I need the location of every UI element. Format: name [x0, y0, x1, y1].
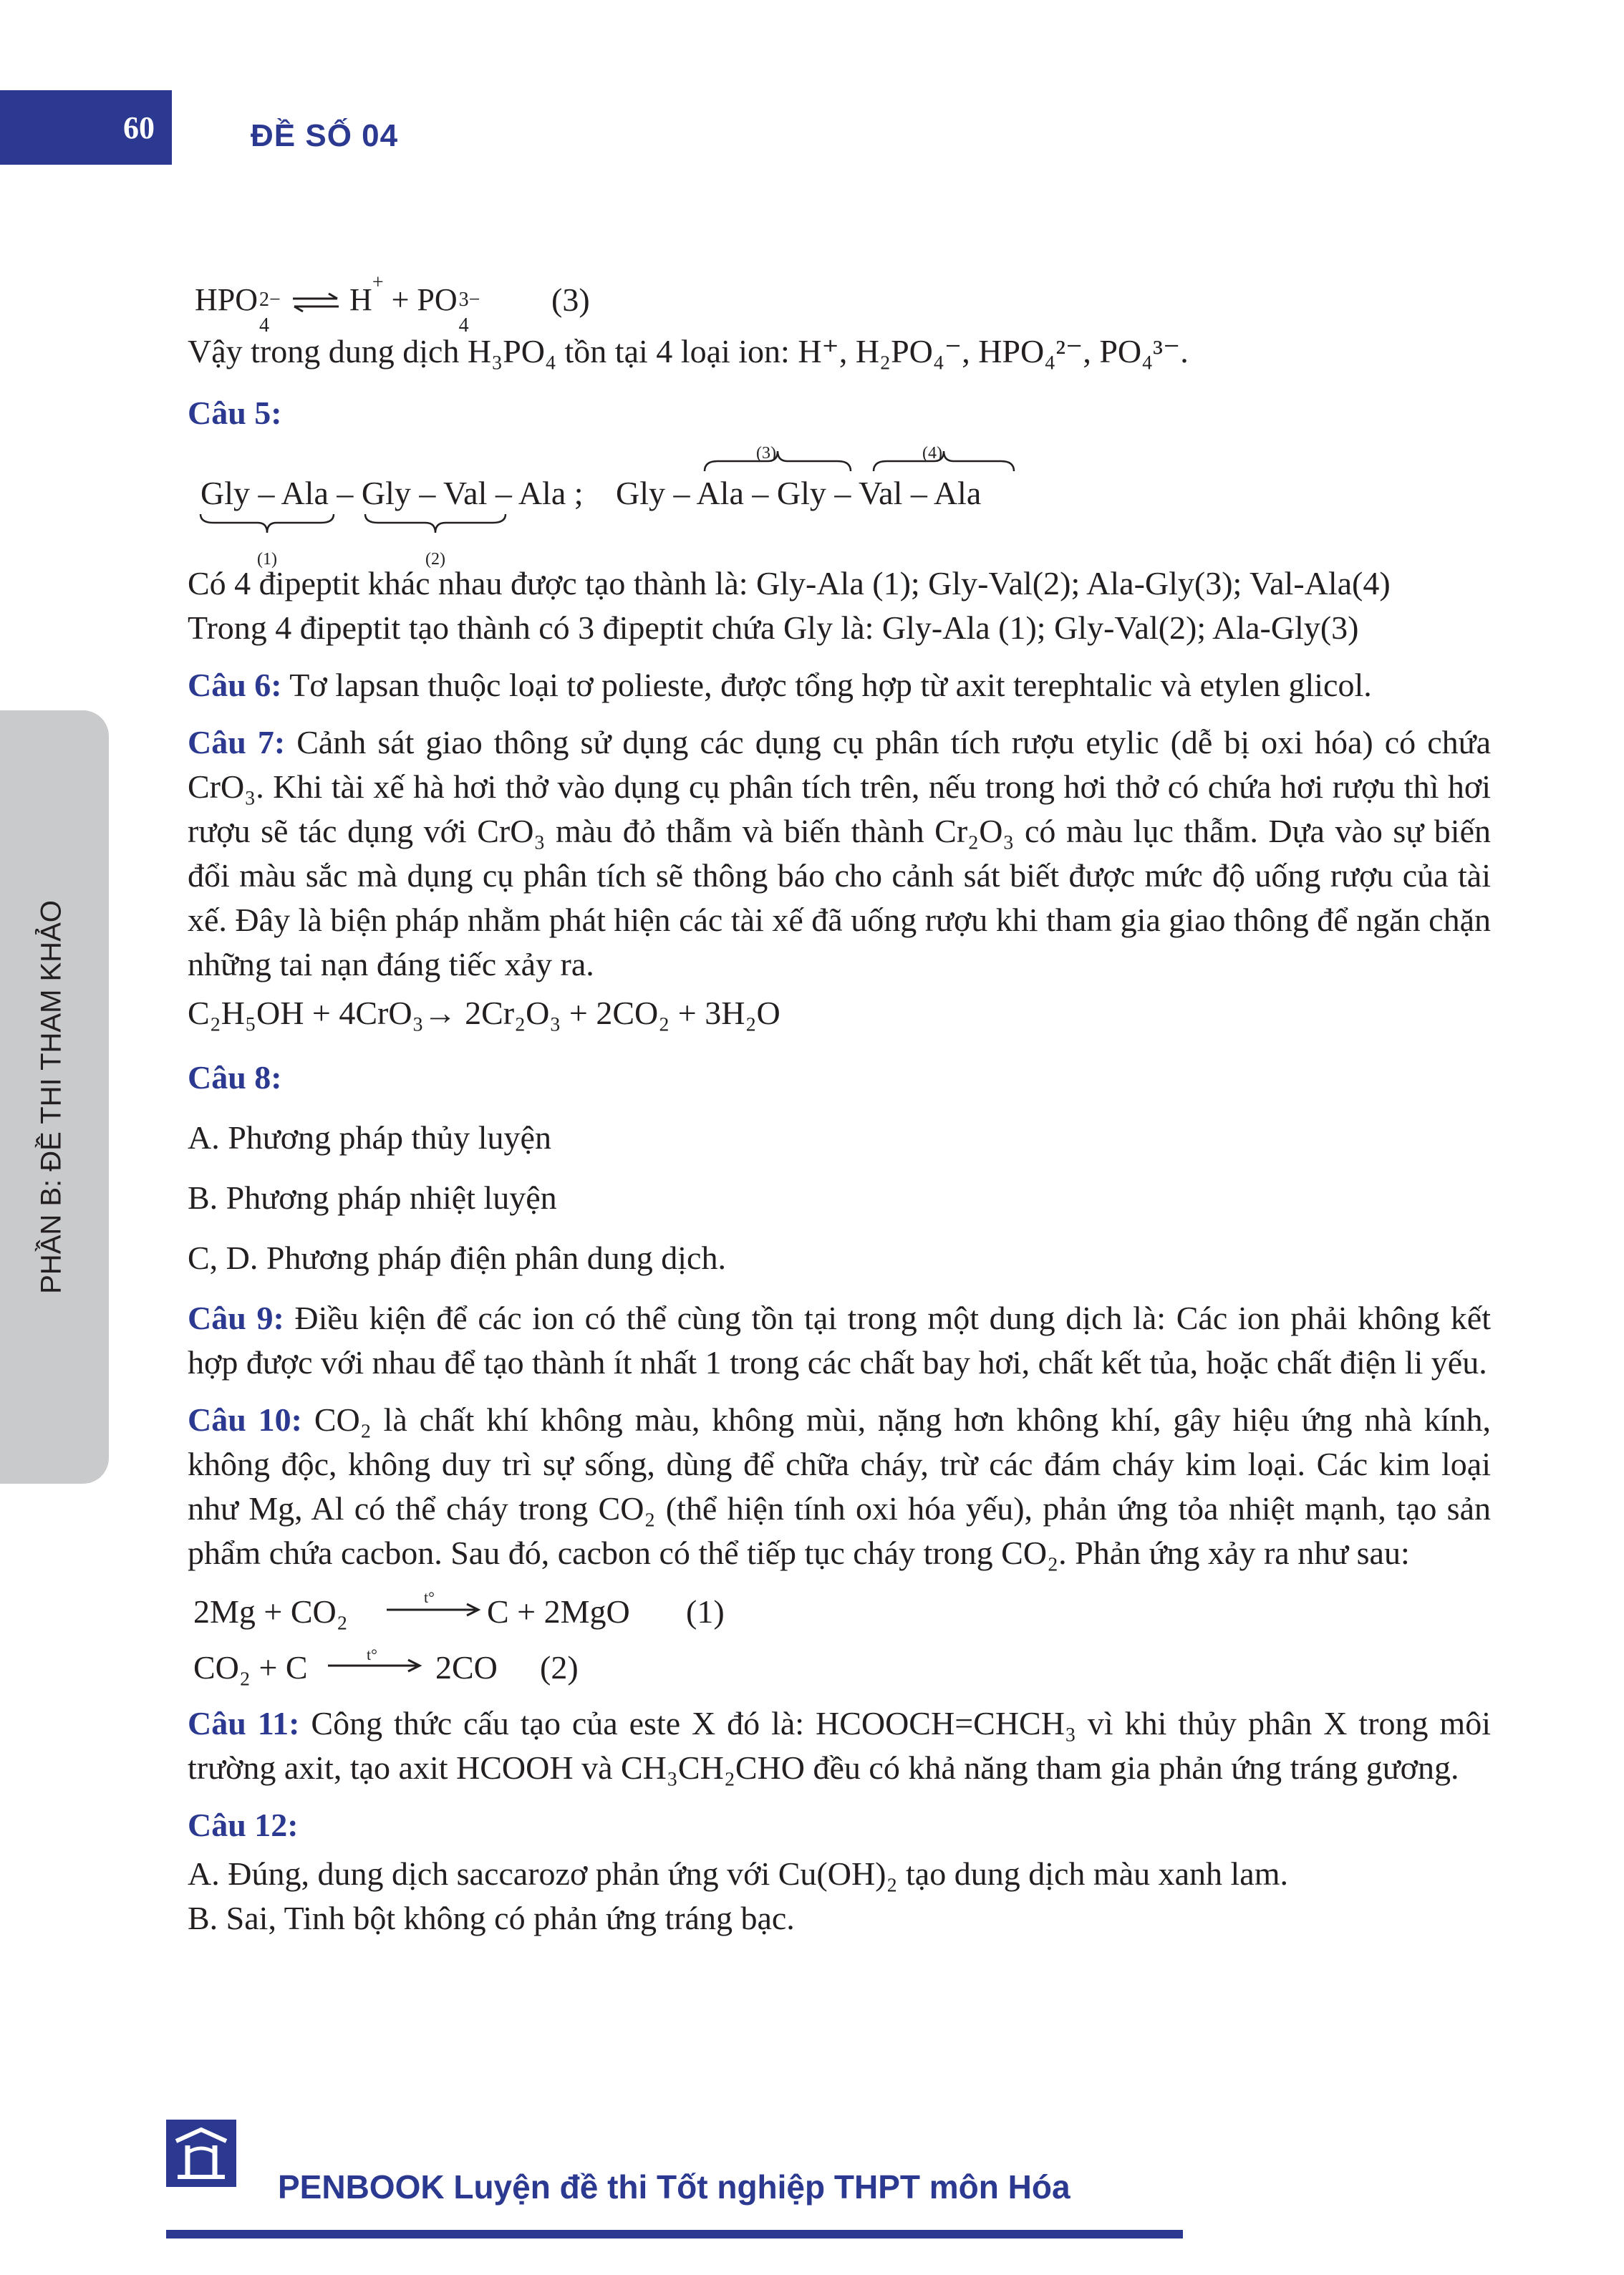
cau10-text: CO₂ là chất khí không màu, không mùi, nặng hơn không khí, gây hiệu ứng nhà kính, không độc, không duy trì sự sống, dùng để chữa cháy, trừ các đám cháy kim loại. Các kim loại như Mg, Al có thể cháy trong CO₂ (thể hiện tính oxi hóa yếu), phản ứng tỏa nhiệt mạnh, tạo sản phẩm chứa cacbon. Sau đó, cacbon có thể tiếp tục cháy trong CO₂. Phản ứng xảy ra như sau:	[188, 1401, 1491, 1571]
cau6-text: Tơ lapsan thuộc loại tơ polieste, được tổng hợp từ axit terephtalic và etylen glicol.	[281, 667, 1372, 703]
cau5-line-2: Trong 4 đipeptit tạo thành có 3 đipeptit chứa Gly là: Gly-Ala (1); Gly-Val(2); Ala-Gly(3)	[188, 609, 1359, 646]
cau7-equation: C₂H₅OH + 4CrO₃→ 2Cr₂O₃ + 2CO₂ + 3H₂O	[188, 995, 780, 1031]
equilibrium-arrow-icon	[290, 292, 342, 314]
reaction-2-condition: t°	[367, 1646, 377, 1663]
cau5-label: Câu 5:	[188, 395, 282, 431]
penbook-logo-icon	[166, 2120, 236, 2187]
cau11-label: Câu 11:	[188, 1705, 300, 1742]
footer-title: PENBOOK Luyện đề thi Tốt nghiệp THPT môn Hóa	[278, 2168, 1070, 2206]
brace-4-mark: (4)	[922, 444, 942, 463]
cau11-text: Công thức cấu tạo của este X đó là: HCOOCH=CHCH₃ vì khi thủy phân X trong môi trường axit, tạo axit HCOOH và CH₃CH₂CHO đều có khả năng tham gia phản ứng tráng gương.	[188, 1705, 1491, 1786]
reaction-1-arrow-icon	[387, 1601, 481, 1618]
cau7-text: Cảnh sát giao thông sử dụng các dụng cụ phân tích rượu etylic (dễ bị oxi hóa) có chứa CrO₃. Khi tài xế hà hơi thở vào dụng cụ phân tích trên, nếu trong hơi thở có chứa hơi rượu thì hơi rượu sẽ tác dụng với CrO₃ màu đỏ thẫm và biến thành Cr₂O₃ có màu lục thẫm. Dựa vào sự biến đổi màu sắc mà dụng cụ phân tích sẽ thông báo cho cảnh sát biết được mức độ uống rượu của tài xế. Đây là biện pháp nhằm phát hiện các tài xế đã uống rượu khi tham gia giao thông để ngăn chặn những tai nạn đáng tiếc xảy ra.	[188, 724, 1491, 982]
cau12-item-a: A. Đúng, dung dịch saccarozơ phản ứng với Cu(OH)₂ tạo dung dịch màu xanh lam.	[188, 1855, 1289, 1892]
reaction-2-number: (2)	[540, 1649, 579, 1686]
brace-2-mark: (2)	[425, 550, 445, 569]
brace-4-icon	[872, 447, 1015, 473]
reaction-1-left: 2Mg + CO₂	[193, 1593, 348, 1630]
reaction-1-condition: t°	[424, 1588, 435, 1606]
reaction-1-number: (1)	[686, 1593, 725, 1630]
cau8-item-b: B. Phương pháp nhiệt luyện	[188, 1179, 557, 1216]
peptide-diagram	[188, 433, 1491, 569]
main-content	[188, 271, 1491, 1953]
reaction-2-left: CO₂ + C	[193, 1649, 308, 1686]
cau9	[188, 1296, 1491, 1385]
cau5-line-1: Có 4 đipeptit khác nhau được tạo thành là: Gly-Ala (1); Gly-Val(2); Ala-Gly(3); Val-Ala(4)	[188, 565, 1391, 602]
cau10-label: Câu 10:	[188, 1401, 302, 1438]
reaction-2	[188, 1641, 1491, 1701]
brace-2-icon	[364, 513, 507, 537]
reaction-2-arrow-icon	[328, 1657, 422, 1674]
cau8-label: Câu 8:	[188, 1059, 282, 1096]
cau8-item-cd: C, D. Phương pháp điện phân dung dịch.	[188, 1240, 726, 1276]
brace-3-mark: (3)	[756, 444, 776, 463]
cau7	[188, 720, 1491, 987]
cau9-label: Câu 9:	[188, 1300, 284, 1336]
cau12-label: Câu 12:	[188, 1807, 299, 1843]
reaction-1	[188, 1581, 1491, 1641]
cau8-item-a: A. Phương pháp thủy luyện	[188, 1119, 551, 1156]
cau11	[188, 1701, 1491, 1790]
reaction-2-right: 2CO	[435, 1649, 498, 1686]
brace-1-icon	[199, 513, 335, 537]
equation-3	[188, 271, 1491, 337]
penbook-logo-svg-icon	[166, 2120, 236, 2187]
page-number: 60	[0, 90, 172, 165]
footer-rule	[166, 2230, 1183, 2238]
section-title: ĐỀ SỐ 04	[251, 118, 399, 153]
equation-3-formula: HPO 2− 4 H+ + PO 3− 4	[195, 271, 480, 337]
cau12-item-b: B. Sai, Tinh bột không có phản ứng tráng bạc.	[188, 1900, 795, 1936]
cau9-text: Điều kiện để các ion có thể cùng tồn tại trong một dung dịch là: Các ion phải không kết hợp được với nhau để tạo thành ít nhất 1 trong các chất bay hơi, chất kết tủa, hoặc chất điện li yếu.	[188, 1300, 1491, 1381]
cau6	[188, 663, 1491, 707]
cau10	[188, 1398, 1491, 1575]
reaction-1-right: C + 2MgO	[487, 1593, 630, 1630]
equation-3-number: (3)	[551, 281, 590, 318]
cau7-label: Câu 7:	[188, 724, 286, 760]
brace-1-mark: (1)	[257, 550, 277, 569]
peptide-chain-1: Gly – Ala – Gly – Val – Ala ;	[200, 475, 584, 511]
brace-3-icon	[703, 447, 852, 473]
side-tab-text: PHẦN B: ĐỀ THI THAM KHẢO	[35, 900, 67, 1294]
ion-summary: Vậy trong dung dịch H₃PO₄ tồn tại 4 loại ion: H⁺, H₂PO₄⁻, HPO₄²⁻, PO₄³⁻.	[188, 333, 1189, 369]
peptide-chain-2: Gly – Ala – Gly – Val – Ala	[616, 475, 982, 511]
cau6-label: Câu 6:	[188, 667, 282, 703]
